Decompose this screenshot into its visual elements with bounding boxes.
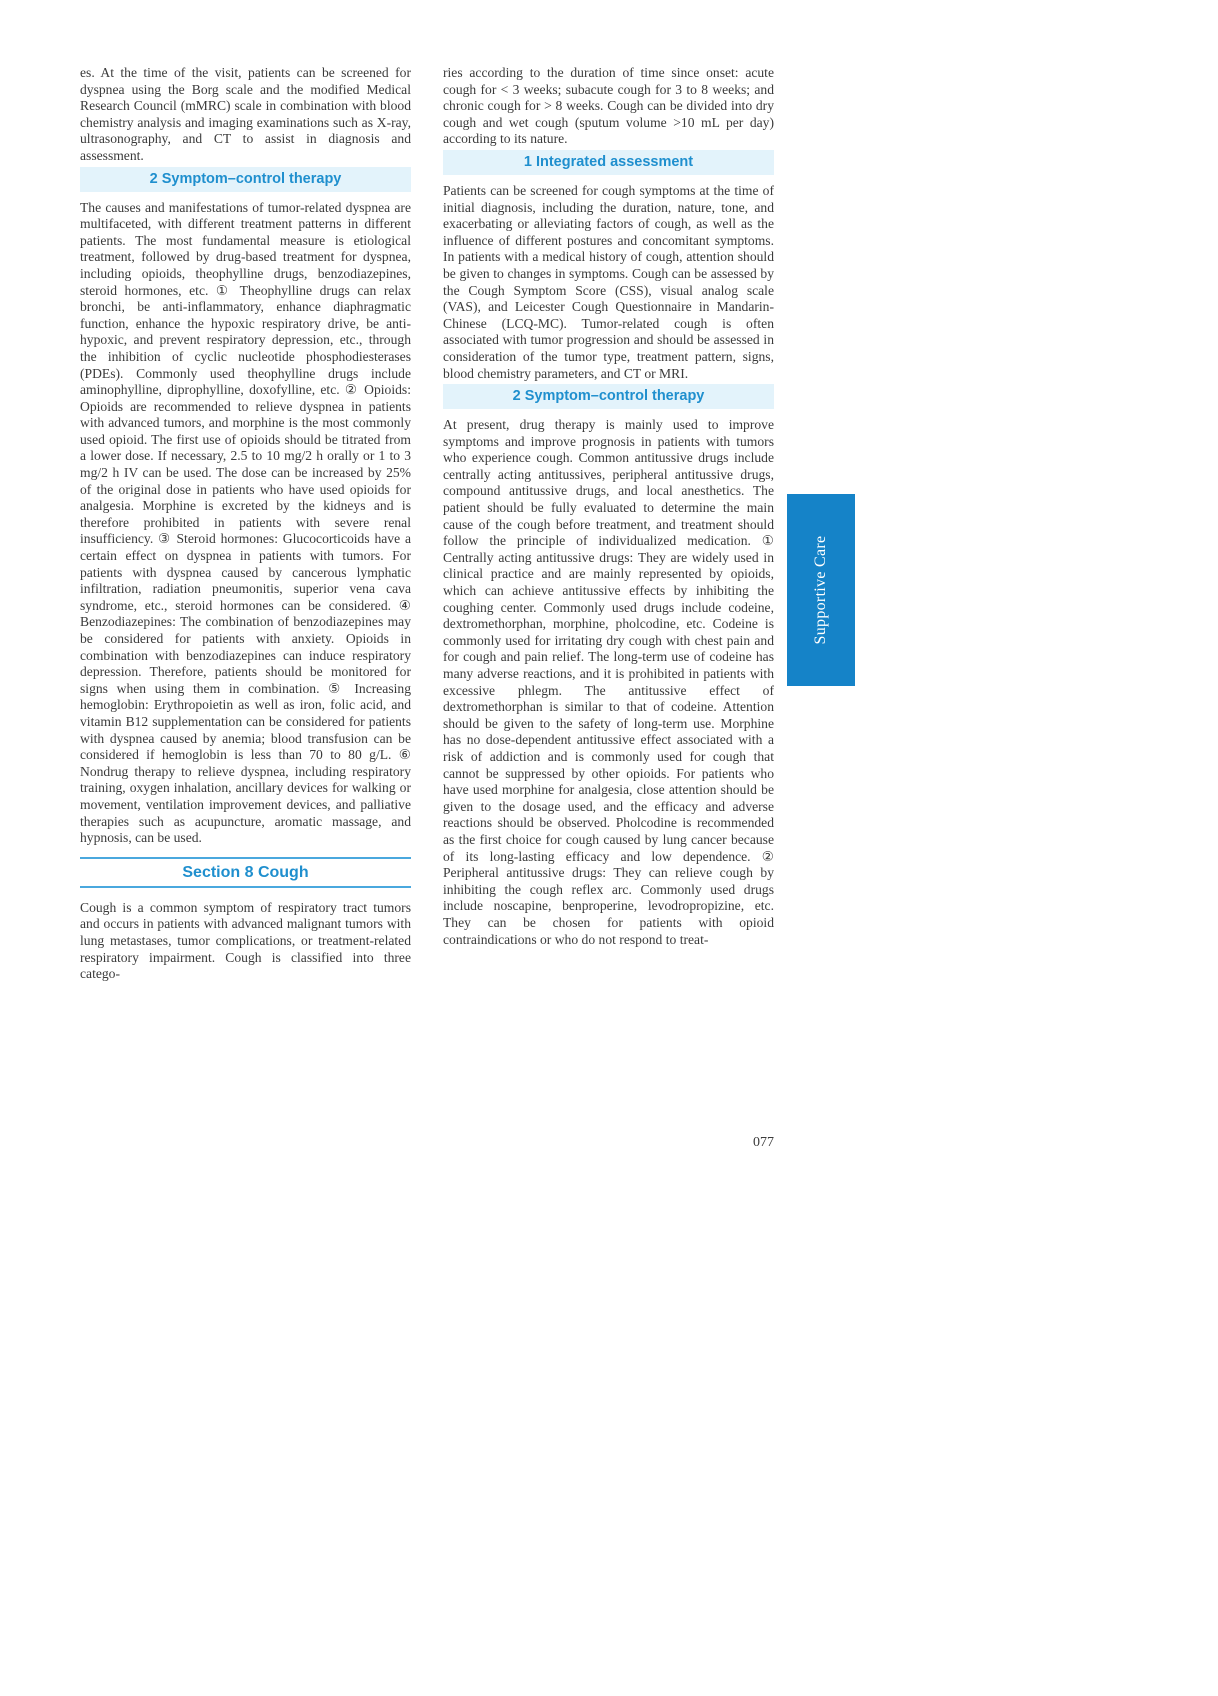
right-column — [443, 65, 774, 948]
chapter-side-tab — [787, 494, 855, 686]
subheading-symptom-control-therapy: 2 Symptom–control therapy — [80, 167, 411, 192]
paragraph-cough-classification: ries according to the duration of time since onset: acute cough for < 3 weeks; subacute cough for 3 to 8 weeks; and chronic cough for > 8 weeks. Cough can be divided into dry cough and wet cough (sputum volume >10 mL per day) according to its nature. — [443, 65, 774, 147]
paragraph-dyspnea-therapy: The causes and manifestations of tumor-related dyspnea are multifaceted, with different treatment patterns in different patients. The most fundamental measure is etiological treatment, followed by drug-based treatment for dyspnea, including opioids, theophylline drugs, benzodiazepines, steroid hormones, etc. ① Theophylline drugs can relax bronchi, be anti-inflammatory, enhance diaphragmatic function, enhance the hypoxic respiratory drive, be anti-hypoxic, and prevent respiratory depression, etc., through the inhibition of cyclic nucleotide phosphodiesterases (PDEs). Commonly used theophylline drugs include aminophylline, diprophylline, doxofylline, etc. ② Opioids: Opioids are recommended to relieve dyspnea in patients with advanced tumors, and morphine is the most commonly used opioid. The first use of opioids should be titrated from a lower dose. If necessary, 2.5 to 10 mg/2 h orally or 1 to 3 mg/2 h IV can be used. The dose can be increased by 25% of the original dose in patients who have used opioids for analgesia. Morphine is excreted by the kidneys and is therefore prohibited in patients with severe renal insufficiency. ③ Steroid hormones: Glucocorticoids have a certain effect on dyspnea in patients with tumors. For patients with dyspnea caused by cancerous lymphatic infiltration, radiation pneumonitis, superior vena cava syndrome, etc., steroid hormones can be considered. ④ Benzodiazepines: The combination of benzodiazepines may be considered for patients with anxiety. Opioids in combination with benzodiazepines can induce respiratory depression. Therefore, patients should be monitored for signs when using them in combination. ⑤ Increasing hemoglobin: Erythropoietin as well as iron, folic acid, and vitamin B12 supplementation can be considered for patients with dyspnea caused by anemia; blood transfusion can be considered if hemoglobin is less than 70 to 80 g/L. ⑥ Nondrug therapy to relieve dyspnea, including respiratory training, oxygen inhalation, ancillary devices for walking or movement, ventilation improvement devices, and palliative therapies such as acupuncture, aromatic massage, and hypnosis, can be used. — [80, 199, 411, 846]
paragraph-cough-intro: Cough is a common symptom of respiratory tract tumors and occurs in patients with advanced malignant tumors with lung metastases, tumor complications, or treatment-related respiratory impairment. Cough is classified into three catego- — [80, 899, 411, 982]
subheading-integrated-assessment: 1 Integrated assessment — [443, 150, 774, 175]
paragraph-cough-therapy: At present, drug therapy is mainly used to improve symptoms and improve prognosis in patients with tumors who experience cough. Common antitussive drugs include centrally acting antitussives, peripheral antitussive drugs, compound antitussive drugs, and local anesthetics. The patient should be fully evaluated to determine the main cause of the cough before treatment, and treatment should follow the principle of individualized medication. ① Centrally acting antitussive drugs: They are widely used in clinical practice and are mainly represented by opioids, which can achieve antitussive effects by inhibiting the coughing center. Commonly used drugs include codeine, dextromethorphan, morphine, pholcodine, etc. Codeine is commonly used for irritating dry cough with chest pain and for cough and pain relief. The long-term use of codeine has many adverse reactions, and it is prohibited in patients with excessive phlegm. The antitussive effect of dextromethorphan is similar to that of codeine. Attention should be given to the safety of long-term use. Morphine has no dose-dependent antitussive effect associated with a risk of addiction and is commonly used for cough that cannot be suppressed by other opioids. For patients who have used morphine for analgesia, close attention should be given to the dosage used, and the efficacy and adverse reactions should be observed. Pholcodine is recommended as the first choice for cough caused by lung cancer because of its long-lasting efficacy and low dependence. ② Peripheral antitussive drugs: They can relieve cough by inhibiting the cough reflex arc. Commonly used drugs include noscapine, benproperine, levodropropizine, etc. They can be chosen for patients with opioid contraindications or who do not respond to treat- — [443, 417, 774, 947]
paragraph-cough-assessment: Patients can be screened for cough symptoms at the time of initial diagnosis, including the duration, nature, tone, and exacerbating or alleviating factors of cough, as well as the influence of different postures and concomitant symptoms. In patients with a medical history of cough, attention should be given to changes in symptoms. Cough can be assessed by the Cough Symptom Score (CSS), visual analog scale (VAS), and Leicester Cough Questionnaire in Mandarin-Chinese (LCQ-MC). Tumor-related cough is often associated with tumor progression and should be assessed in consideration of the tumor type, treatment pattern, signs, blood chemistry parameters, and CT or MRI. — [443, 182, 774, 381]
page-number: 077 — [753, 1135, 774, 1150]
left-column — [80, 65, 411, 983]
paragraph-dyspnea-screening: es. At the time of the visit, patients can be screened for dyspnea using the Borg scale and the modified Medical Research Council (mMRC) scale in combination with blood chemistry analysis and imaging examinations such as X-ray, ultrasonography, and CT to assist in diagnosis and assessment. — [80, 65, 411, 163]
chapter-side-tab-label: Supportive Care — [812, 535, 829, 645]
subheading-symptom-control-therapy-cough: 2 Symptom–control therapy — [443, 384, 774, 409]
section-heading-cough: Section 8 Cough — [80, 857, 411, 888]
